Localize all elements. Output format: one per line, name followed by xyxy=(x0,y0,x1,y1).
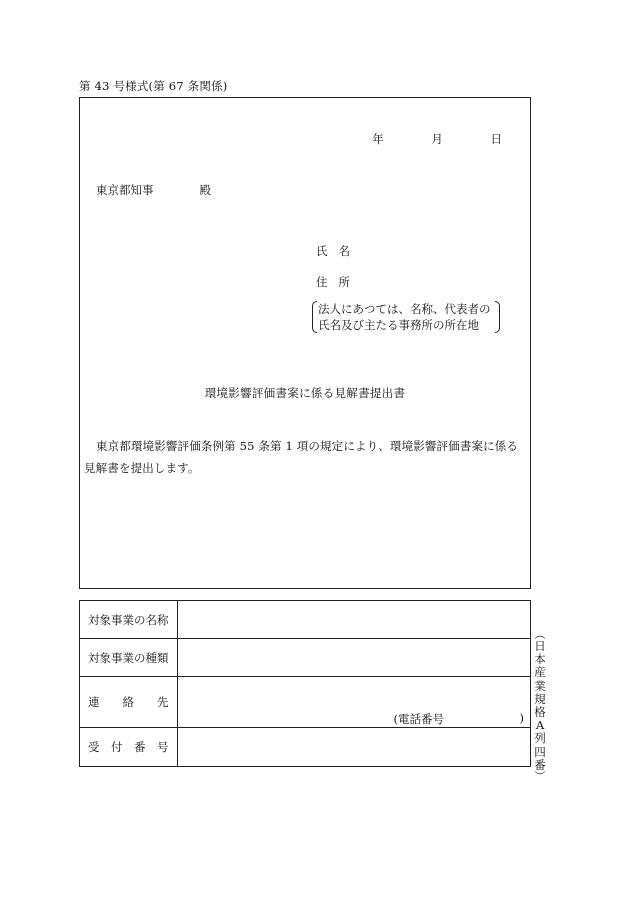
addressee xyxy=(96,182,211,198)
label-char: 号 xyxy=(157,740,169,754)
note-char: ︵ xyxy=(534,628,546,641)
info-table xyxy=(79,600,531,767)
project-name-label: 対象事業の名称 xyxy=(80,601,178,639)
document-title: 環境影響評価書案に係る見解書提出書 xyxy=(204,386,406,400)
addressee-honorific: 殿 xyxy=(199,183,211,197)
note-char: 業 xyxy=(534,678,546,693)
form-main-box xyxy=(79,97,531,589)
label-char: 先 xyxy=(157,695,169,709)
note-char: 列 xyxy=(534,731,546,746)
project-name-field[interactable] xyxy=(177,601,531,639)
note-char: 産 xyxy=(534,665,546,680)
phone-close: ) xyxy=(519,711,524,725)
note-char: 本 xyxy=(534,652,546,667)
table-row xyxy=(80,601,531,639)
date-month: 月 xyxy=(431,132,443,146)
corporation-note-line1: 法人にあつては、名称、代表者の xyxy=(318,302,491,316)
note-char: 規 xyxy=(534,691,546,706)
addressee-name: 東京都知事 xyxy=(96,183,154,197)
corporation-note-line2: 氏名及び主たる事務所の所在地 xyxy=(318,318,479,332)
note-char: 日 xyxy=(534,639,546,653)
note-char: 番 xyxy=(534,757,546,772)
receipt-number-label xyxy=(80,728,178,767)
project-type-field[interactable] xyxy=(177,639,531,677)
date-row xyxy=(372,131,502,147)
note-char: A xyxy=(535,718,545,733)
corporation-note xyxy=(312,301,500,333)
table-row xyxy=(80,677,531,728)
applicant-address-label: 住所 xyxy=(316,275,361,289)
note-char: 四 xyxy=(534,744,546,759)
phone-label: (電話番号 xyxy=(393,712,444,726)
table-row xyxy=(80,639,531,677)
applicant-name-label: 氏名 xyxy=(316,244,361,258)
project-type-label: 対象事業の種類 xyxy=(80,639,178,677)
label-char: 連 xyxy=(88,695,100,709)
label-char: 絡 xyxy=(122,695,134,709)
table-row xyxy=(80,728,531,767)
note-char: ︶ xyxy=(534,769,546,783)
paper-size-note xyxy=(533,630,547,782)
contact-label xyxy=(80,677,178,728)
bracket-left xyxy=(312,301,317,333)
contact-field[interactable] xyxy=(177,677,531,728)
receipt-number-field[interactable] xyxy=(177,728,531,767)
date-year: 年 xyxy=(372,132,384,146)
form-number-label: 第 43 号様式(第 67 条関係) xyxy=(79,79,228,93)
label-char: 番 xyxy=(134,740,146,754)
body-text: 東京都環境影響評価条例第 55 条第 1 項の規定により、環境影響評価書案に係る見解書を提出します。 xyxy=(84,439,519,475)
label-char: 受 xyxy=(88,740,100,754)
date-day: 日 xyxy=(490,132,502,146)
bracket-right xyxy=(495,301,500,333)
note-char: 格 xyxy=(534,704,546,719)
label-char: 付 xyxy=(111,740,123,754)
